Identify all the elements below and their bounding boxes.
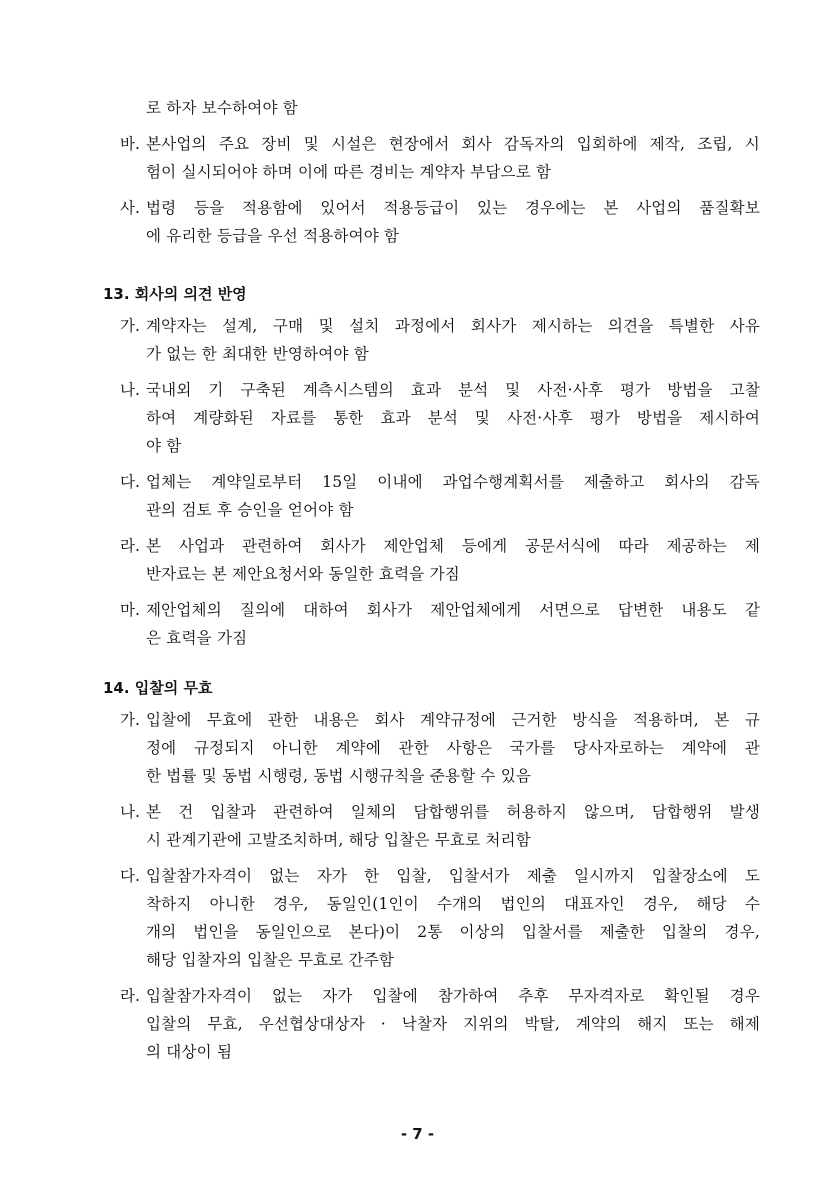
list-marker: 가. (120, 711, 140, 729)
list-marker: 나. (120, 381, 140, 399)
section-14-list (120, 706, 760, 1074)
list-marker: 다. (120, 867, 140, 885)
list-item (120, 596, 760, 652)
list-item-line: 관의 검토 후 승인을 얻어야 함 (146, 501, 354, 519)
list-marker: 사. (120, 199, 140, 217)
section-14-heading: 14. 입찰의 무효 (103, 679, 213, 697)
list-item-line: 험이 실시되어야 하며 이에 따른 경비는 계약자 부담으로 함 (146, 163, 552, 181)
section-13-heading: 13. 회사의 의견 반영 (103, 285, 247, 303)
list-item-line: 국내외 기 구축된 계측시스템의 효과 분석 및 사전·사후 평가 방법을 고찰 (146, 381, 760, 399)
list-item (120, 862, 760, 974)
continued-list (120, 94, 760, 258)
list-marker: 다. (120, 473, 140, 491)
list-item-line: 가 없는 한 최대한 반영하여야 함 (146, 345, 369, 363)
list-item-line: 제안업체의 질의에 대하여 회사가 제안업체에게 서면으로 답변한 내용도 같 (146, 601, 760, 619)
list-item (120, 376, 760, 460)
list-marker: 바. (120, 135, 140, 153)
list-item (120, 312, 760, 368)
list-item-line: 계약자는 설계, 구매 및 설치 과정에서 회사가 제시하는 의견을 특별한 사유 (146, 317, 760, 335)
list-item-line: 업체는 계약일로부터 15일 이내에 과업수행계획서를 제출하고 회사의 감독 (146, 473, 760, 491)
page-number: - 7 - (400, 1125, 435, 1143)
list-item (120, 194, 760, 250)
list-item-line: 개의 법인을 동일인으로 본다)이 2통 이상의 입찰서를 제출한 입찰의 경우, (146, 923, 760, 941)
list-item-line: 본사업의 주요 장비 및 시설은 현장에서 회사 감독자의 입회하에 제작, 조립, 시 (146, 135, 760, 153)
list-item-line: 한 법률 및 동법 시행령, 동법 시행규칙을 준용할 수 있음 (146, 767, 532, 785)
list-item (120, 468, 760, 524)
list-item-line: 하여 계량화된 자료를 통한 효과 분석 및 사전·사후 평가 방법을 제시하여 (146, 409, 760, 427)
list-item (120, 130, 760, 186)
list-item-line: 은 효력을 가짐 (146, 629, 248, 647)
list-item (120, 982, 760, 1066)
continuation-line: 로 하자 보수하여야 함 (146, 99, 298, 117)
list-marker: 가. (120, 317, 140, 335)
list-item-line: 법령 등을 적용함에 있어서 적용등급이 있는 경우에는 본 사업의 품질확보 (146, 199, 760, 217)
list-item-line: 착하지 아니한 경우, 동일인(1인이 수개의 법인의 대표자인 경우, 해당 수 (146, 895, 760, 913)
list-item-line: 정에 규정되지 아니한 계약에 관한 사항은 국가를 당사자로하는 계약에 관 (146, 739, 760, 757)
list-item-line: 입찰참가자격이 없는 자가 한 입찰, 입찰서가 제출 일시까지 입찰장소에 도 (146, 867, 760, 885)
list-item-line: 입찰의 무효, 우선협상대상자 · 낙찰자 지위의 박탈, 계약의 해지 또는 해제 (146, 1015, 760, 1033)
list-marker: 나. (120, 803, 140, 821)
list-item-line: 입찰에 무효에 관한 내용은 회사 계약규정에 근거한 방식을 적용하며, 본 규 (146, 711, 760, 729)
section-13-list (120, 312, 760, 660)
list-item-line: 야 함 (146, 437, 182, 455)
list-item-line: 의 대상이 됨 (146, 1043, 233, 1061)
list-item (120, 706, 760, 790)
list-marker: 라. (120, 537, 140, 555)
list-marker: 라. (120, 987, 140, 1005)
list-item-line: 반자료는 본 제안요청서와 동일한 효력을 가짐 (146, 565, 460, 583)
list-item-line: 해당 입찰자의 입찰은 무효로 간주함 (146, 951, 395, 969)
list-item-line: 시 관계기관에 고발조치하며, 해당 입찰은 무효로 처리함 (146, 831, 531, 849)
list-item (120, 532, 760, 588)
list-marker: 마. (120, 601, 140, 619)
list-item-line: 본 사업과 관련하여 회사가 제안업체 등에게 공문서식에 따라 제공하는 제 (146, 537, 760, 555)
list-item-line: 본 건 입찰과 관련하여 일체의 담합행위를 허용하지 않으며, 담합행위 발생 (146, 803, 760, 821)
list-item-line: 에 유리한 등급을 우선 적용하여야 함 (146, 227, 400, 245)
list-item (120, 798, 760, 854)
list-item-line: 입찰참가자격이 없는 자가 입찰에 참가하여 추후 무자격자로 확인될 경우 (146, 987, 760, 1005)
